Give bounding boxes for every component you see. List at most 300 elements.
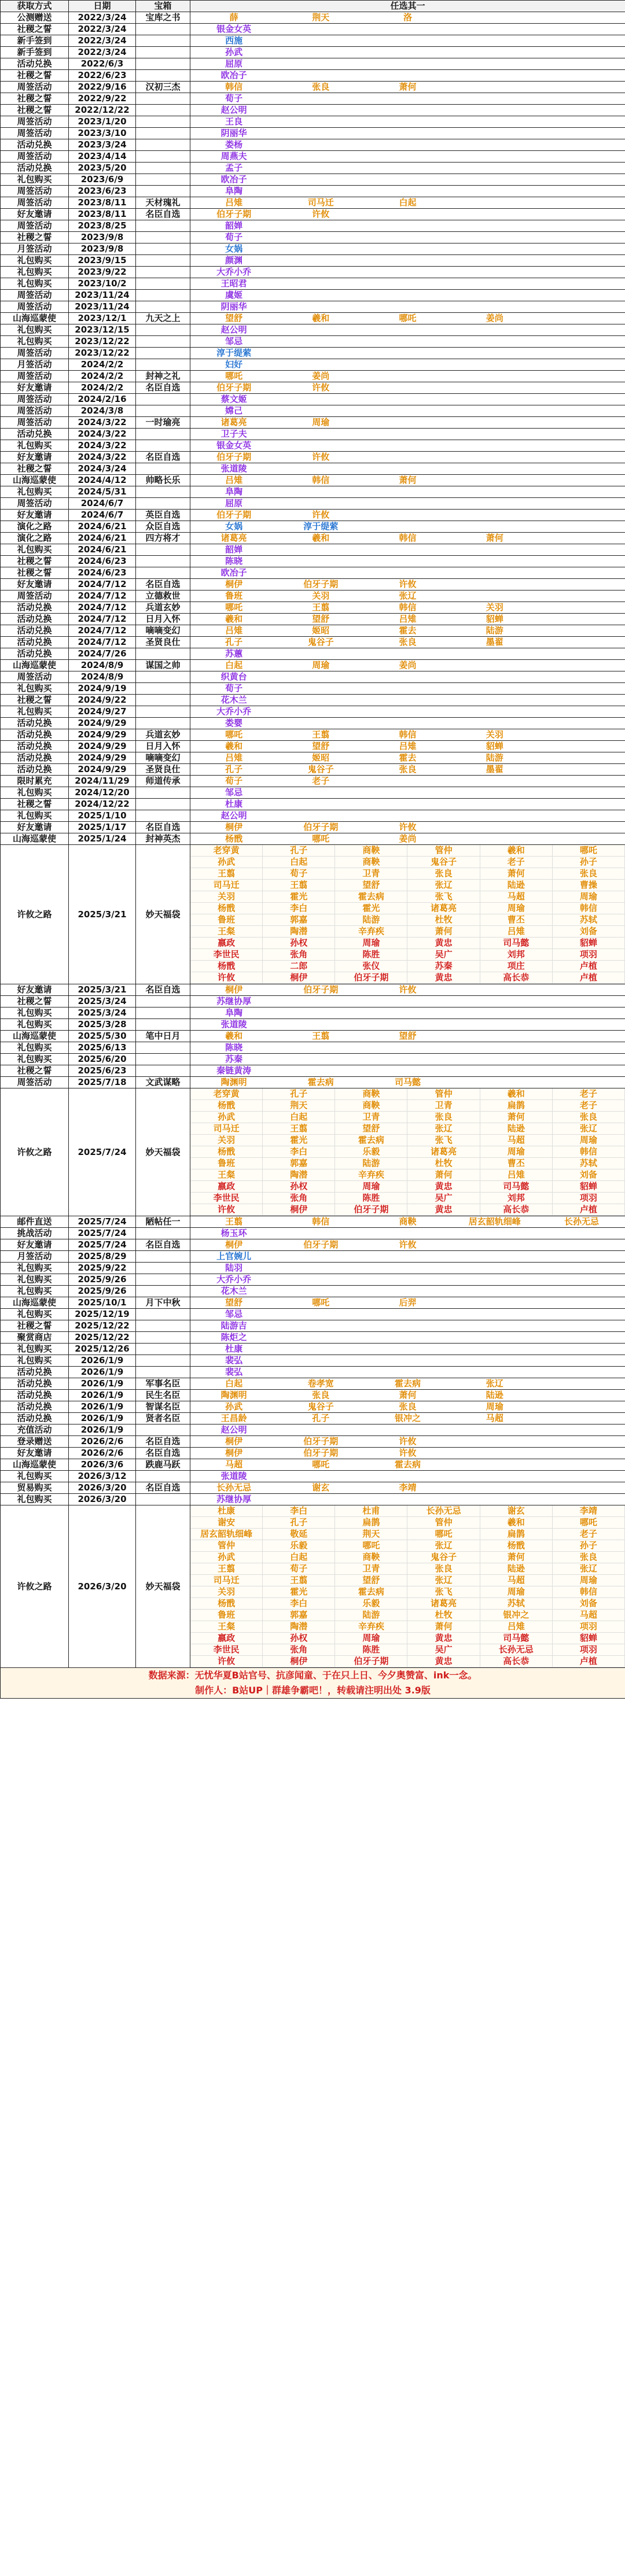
table-row [1, 394, 625, 405]
choice-cell [190, 463, 625, 475]
hero-name: 卫青 [335, 1112, 407, 1123]
hero-name: 项羽 [553, 949, 625, 961]
hero-name: 白起 [263, 857, 335, 868]
hero-name: 张良 [312, 82, 330, 92]
box-cell [136, 1274, 190, 1286]
choice-cell [190, 556, 625, 567]
table-row [1, 567, 625, 579]
source-cell: 社稷之誓 [1, 695, 69, 706]
choice-list [190, 336, 625, 347]
date-cell: 2023/6/23 [69, 186, 136, 197]
box-cell: 天材瑰礼 [136, 197, 190, 209]
hero-name: 周瑜 [335, 938, 407, 949]
hero-name: 银金女英 [216, 24, 252, 34]
box-cell [136, 1065, 190, 1077]
choice-list [190, 82, 625, 93]
box-cell [136, 24, 190, 35]
choice-cell [190, 359, 625, 371]
table-row [1, 301, 625, 313]
source-cell: 礼包购买 [1, 1309, 69, 1320]
box-cell: 封神英杰 [136, 833, 190, 845]
hero-name: 王翦 [190, 1563, 263, 1575]
hero-name: 李靖 [553, 1505, 625, 1517]
hero-name: 伯牙子期 [216, 452, 252, 462]
date-cell: 2024/7/12 [69, 602, 136, 614]
source-cell: 礼包购买 [1, 1494, 69, 1505]
footer-note [1, 1668, 625, 1699]
hero-name: 孙武 [190, 857, 263, 868]
hero-name: 吕雉 [225, 752, 243, 763]
hero-name: 姜尚 [486, 313, 503, 323]
box-cell: 妙天福袋 [136, 1505, 190, 1668]
source-cell: 礼包购买 [1, 1355, 69, 1367]
source-cell: 社稷之誓 [1, 24, 69, 35]
hero-name: 望舒 [225, 313, 243, 323]
footer-sources: 数据来源：无忧华夏B站官号、抗彦闻童、于在只上日、今夕奥赞富、ink一念。 [148, 1670, 477, 1681]
box-cell: 名臣自选 [136, 984, 190, 996]
hero-name: 望舒 [335, 1123, 407, 1135]
hero-name: 陶渊明 [220, 1077, 247, 1087]
source-cell: 许攸之路 [1, 1088, 69, 1216]
date-cell: 2025/3/24 [69, 996, 136, 1007]
choice-cell [190, 741, 625, 752]
source-cell: 周签活动 [1, 394, 69, 405]
choice-cell [190, 47, 625, 58]
choice-list [190, 1413, 625, 1424]
hero-name: 周瑜 [480, 1586, 553, 1598]
hero-name: 白起 [263, 1552, 335, 1563]
box-cell [136, 787, 190, 799]
choice-list [190, 1459, 625, 1470]
choice-list [190, 382, 625, 393]
source-cell: 礼包购买 [1, 1263, 69, 1274]
date-cell: 2024/9/19 [69, 683, 136, 695]
date-cell: 2025/12/26 [69, 1344, 136, 1355]
choice-list [190, 394, 625, 405]
hero-name: 郭嘉 [263, 1158, 335, 1169]
hero-name: 张良 [407, 1563, 480, 1575]
hero-name: 商鞅 [335, 857, 407, 868]
hero-name: 敬延 [263, 1529, 335, 1540]
hero-name: 张良 [553, 1112, 625, 1123]
header-source: 获取方式 [1, 1, 69, 12]
hero-name: 商鞅 [335, 845, 407, 857]
box-cell [136, 58, 190, 70]
choice-grid [190, 1505, 625, 1667]
hero-name: 韩信 [553, 1586, 625, 1598]
hero-name: 辛弃疾 [335, 1621, 407, 1633]
hero-name: 诸葛亮 [220, 417, 247, 427]
choice-cell [190, 290, 625, 301]
source-cell: 活动兑换 [1, 1378, 69, 1390]
hero-name: 后羿 [399, 1297, 417, 1308]
table-row [1, 232, 625, 243]
hero-name: 张道陵 [220, 463, 247, 474]
choice-cell [190, 533, 625, 544]
choice-list [190, 348, 625, 359]
box-cell: 帅略长乐 [136, 475, 190, 486]
hero-name: 荀子 [225, 93, 243, 104]
source-cell: 好友邀请 [1, 579, 69, 591]
choice-list [190, 371, 625, 382]
hero-name: 张辽 [407, 1123, 480, 1135]
table-row [1, 1424, 625, 1436]
date-cell: 2026/1/9 [69, 1401, 136, 1413]
hero-name: 白起 [225, 660, 243, 670]
source-cell: 周签活动 [1, 197, 69, 209]
hero-name: 郭嘉 [263, 914, 335, 926]
hero-name: 高长恭 [480, 1656, 553, 1667]
choice-list [190, 1390, 625, 1401]
table-row [1, 290, 625, 301]
hero-name: 伯牙子期 [216, 382, 252, 393]
choice-cell [190, 394, 625, 405]
hero-name: 裴弘 [225, 1367, 243, 1377]
hero-name: 谢玄 [312, 1482, 330, 1493]
hero-name: 鲁班 [190, 1610, 263, 1621]
hero-name: 吕雉 [225, 197, 243, 208]
choice-list [190, 810, 625, 821]
date-cell: 2023/1/20 [69, 116, 136, 128]
date-cell: 2025/10/1 [69, 1297, 136, 1309]
box-cell: 智谋名臣 [136, 1401, 190, 1413]
choice-list [190, 105, 625, 116]
hero-name: 赵公明 [220, 105, 247, 115]
source-cell: 周签活动 [1, 591, 69, 602]
date-cell: 2024/9/29 [69, 729, 136, 741]
hero-name: 银冲之 [480, 1610, 553, 1621]
hero-name: 荀子 [225, 232, 243, 242]
hero-name: 许攸 [190, 972, 263, 984]
table-row [1, 243, 625, 255]
choice-list [190, 695, 625, 706]
hero-name: 高长恭 [480, 972, 553, 984]
table-row [1, 186, 625, 197]
box-cell: 名臣自选 [136, 1436, 190, 1448]
choice-cell [190, 24, 625, 35]
hero-name: 荀子 [263, 868, 335, 880]
hero-name: 貂蝉 [553, 1633, 625, 1644]
table-row [1, 220, 625, 232]
date-cell: 2023/5/20 [69, 163, 136, 174]
table-row [1, 336, 625, 348]
hero-name: 桐伊 [225, 579, 243, 589]
hero-name: 扁鹊 [480, 1100, 553, 1112]
choice-list [190, 24, 625, 35]
table-row [1, 1274, 625, 1286]
choice-list [190, 1471, 625, 1482]
box-cell: 英臣自选 [136, 510, 190, 521]
hero-name: 陆游 [335, 914, 407, 926]
table-footer [1, 1668, 625, 1699]
source-cell: 社稷之誓 [1, 105, 69, 116]
footer-author: 制作人：B站UP｜群雄争霸吧！，转载请注明出处 3.9版 [195, 1685, 431, 1696]
choice-list [190, 1401, 625, 1412]
hero-name: 刘邦 [480, 1193, 553, 1204]
choice-cell [190, 521, 625, 533]
choice-cell [190, 232, 625, 243]
box-cell [136, 35, 190, 47]
hero-name: 吕雉 [480, 1169, 553, 1181]
choice-list [190, 313, 625, 324]
date-cell: 2023/8/11 [69, 197, 136, 209]
choice-cell [190, 660, 625, 671]
source-cell: 新手签到 [1, 35, 69, 47]
source-cell: 礼包购买 [1, 1054, 69, 1065]
hero-name: 杜康 [190, 1505, 263, 1517]
hero-name: 张飞 [407, 1135, 480, 1146]
source-cell: 好友邀请 [1, 984, 69, 996]
hero-name: 屈原 [225, 58, 243, 69]
source-cell: 社稷之誓 [1, 556, 69, 567]
hero-name: 王粲 [190, 1621, 263, 1633]
box-cell: 名臣自选 [136, 452, 190, 463]
hero-name: 周瑜 [312, 660, 330, 670]
table-row [1, 1286, 625, 1297]
hero-name: 管仲 [407, 845, 480, 857]
source-cell: 社稷之誓 [1, 1065, 69, 1077]
box-cell [136, 648, 190, 660]
choice-list [190, 683, 625, 694]
date-cell: 2024/6/21 [69, 533, 136, 544]
hero-name: 望舒 [312, 741, 330, 751]
source-cell: 好友邀请 [1, 209, 69, 220]
hero-name: 鬼谷子 [307, 1401, 334, 1412]
date-cell: 2023/11/24 [69, 301, 136, 313]
box-cell: 名臣自选 [136, 1239, 190, 1251]
choice-list [190, 417, 625, 428]
hero-name: 屈原 [225, 498, 243, 508]
source-cell: 礼包购买 [1, 1286, 69, 1297]
date-cell: 2026/2/6 [69, 1436, 136, 1448]
date-cell: 2022/3/24 [69, 24, 136, 35]
table-row [1, 209, 625, 220]
choice-list [190, 1042, 625, 1053]
source-cell: 礼包购买 [1, 683, 69, 695]
date-cell: 2023/12/22 [69, 336, 136, 348]
choice-cell [190, 440, 625, 452]
source-cell: 礼包购买 [1, 810, 69, 822]
choice-cell [190, 417, 625, 429]
table-row [1, 1065, 625, 1077]
hero-name: 霍去病 [394, 1378, 421, 1389]
choice-cell [190, 718, 625, 729]
hero-name: 韩信 [553, 1146, 625, 1158]
hero-name: 羲和 [480, 1088, 553, 1100]
hero-name: 卢植 [553, 1204, 625, 1216]
choice-cell [190, 1297, 625, 1309]
hero-name: 吴广 [407, 1193, 480, 1204]
choice-cell [190, 371, 625, 382]
choice-cell [190, 787, 625, 799]
hero-name: 吴广 [407, 949, 480, 961]
table-row [1, 93, 625, 105]
hero-name: 鲁班 [190, 914, 263, 926]
hero-name: 娄杨 [225, 139, 243, 150]
hero-name: 许攸 [399, 984, 417, 995]
hero-name: 杨戬 [190, 1598, 263, 1610]
hero-name: 萧何 [480, 1112, 553, 1123]
hero-name: 银冲之 [394, 1413, 421, 1423]
hero-name: 伯牙子期 [303, 579, 339, 589]
date-cell: 2024/9/22 [69, 695, 136, 706]
hero-name: 关羽 [190, 1135, 263, 1146]
date-cell: 2024/7/12 [69, 579, 136, 591]
hero-name: 陶潜 [263, 1169, 335, 1181]
date-cell: 2025/9/26 [69, 1286, 136, 1297]
hero-name: 霍去病 [394, 1459, 421, 1470]
choice-cell [190, 1448, 625, 1459]
choice-cell [190, 243, 625, 255]
choice-list [190, 405, 625, 416]
table-row [1, 741, 625, 752]
hero-name: 高长恭 [480, 1204, 553, 1216]
box-cell [136, 1042, 190, 1054]
date-cell: 2024/9/29 [69, 752, 136, 764]
hero-name: 鲁班 [225, 591, 243, 601]
source-cell: 周签活动 [1, 371, 69, 382]
hero-name: 鬼谷子 [307, 764, 334, 774]
choice-cell [190, 139, 625, 151]
header-box: 宝箱 [136, 1, 190, 12]
table-row [1, 463, 625, 475]
hero-name: 张良 [553, 868, 625, 880]
hero-name: 哪吒 [335, 1540, 407, 1552]
source-cell: 好友邀请 [1, 822, 69, 833]
hero-name: 卢植 [553, 972, 625, 984]
date-cell: 2024/5/31 [69, 486, 136, 498]
hero-name: 居玄韶轨细峰 [468, 1216, 521, 1227]
hero-name: 墨翟 [486, 637, 503, 647]
source-cell: 礼包购买 [1, 324, 69, 336]
source-cell: 周签活动 [1, 116, 69, 128]
hero-name: 萧何 [486, 533, 503, 543]
source-cell: 周签活动 [1, 417, 69, 429]
table-row [1, 984, 625, 996]
table-row [1, 1482, 625, 1494]
hero-name: 黄忠 [407, 972, 480, 984]
choice-list [190, 35, 625, 46]
table-row [1, 1297, 625, 1309]
date-cell: 2024/6/23 [69, 567, 136, 579]
choice-list [190, 151, 625, 162]
box-cell: 妙天福袋 [136, 845, 190, 984]
hero-name: 司马迁 [190, 880, 263, 891]
table-row [1, 1378, 625, 1390]
hero-name: 羲和 [225, 614, 243, 624]
box-cell: 圣贤良仕 [136, 637, 190, 648]
hero-name: 苏轼 [553, 914, 625, 926]
date-cell: 2024/7/12 [69, 591, 136, 602]
choice-cell [190, 1251, 625, 1263]
choice-list [190, 1239, 625, 1250]
hero-name: 霍去 [399, 752, 417, 763]
hero-name: 孙武 [190, 1112, 263, 1123]
date-cell: 2023/10/2 [69, 278, 136, 290]
hero-name: 陆游 [335, 1610, 407, 1621]
source-cell: 社稷之誓 [1, 799, 69, 810]
choice-list [190, 128, 625, 139]
table-row [1, 1216, 625, 1228]
hero-name: 张角 [263, 1644, 335, 1656]
hero-name: 萧何 [399, 82, 417, 92]
box-cell [136, 1054, 190, 1065]
box-cell [136, 301, 190, 313]
hero-name: 乐毅 [335, 1598, 407, 1610]
choice-list [190, 1332, 625, 1343]
choice-list [190, 324, 625, 335]
hero-name: 萧何 [407, 926, 480, 938]
hero-name: 桐伊 [263, 1656, 335, 1667]
hero-name: 许攸 [399, 579, 417, 589]
choice-cell [190, 1077, 625, 1088]
source-cell: 活动兑换 [1, 139, 69, 151]
hero-name: 张良 [399, 1401, 417, 1412]
box-cell [136, 151, 190, 163]
table-row [1, 452, 625, 463]
hero-name: 卫青 [335, 1563, 407, 1575]
hero-name: 马超 [480, 1575, 553, 1586]
source-cell: 社稷之誓 [1, 93, 69, 105]
date-cell: 2025/7/24 [69, 1088, 136, 1216]
hero-name: 西施 [225, 35, 243, 46]
hero-name: 吕雉 [225, 475, 243, 485]
source-cell: 好友邀请 [1, 382, 69, 394]
table-row [1, 787, 625, 799]
choice-list [190, 58, 625, 69]
table-row [1, 1031, 625, 1042]
hero-name: 荀子 [225, 776, 243, 786]
hero-name: 桐伊 [225, 1239, 243, 1250]
hero-name: 霍去 [399, 625, 417, 636]
choice-list [190, 209, 625, 220]
hero-name: 伯牙子期 [335, 972, 407, 984]
choice-list [190, 1482, 625, 1493]
hero-name: 望舒 [312, 614, 330, 624]
box-cell [136, 671, 190, 683]
pool-row [1, 1505, 625, 1668]
source-cell: 礼包购买 [1, 440, 69, 452]
hero-name: 嬴政 [190, 938, 263, 949]
hero-name: 张辽 [553, 1123, 625, 1135]
choice-cell [190, 1239, 625, 1251]
box-cell [136, 128, 190, 139]
hero-name: 司马懿 [480, 1181, 553, 1193]
date-cell: 2024/3/22 [69, 452, 136, 463]
table-row [1, 752, 625, 764]
hero-name: 邹忌 [225, 336, 243, 346]
hero-name: 霍光 [263, 1586, 335, 1598]
hero-name: 赵公明 [220, 1424, 247, 1435]
hero-name: 霍去病 [335, 891, 407, 903]
box-cell: 封神之礼 [136, 371, 190, 382]
table-row [1, 822, 625, 833]
table-row [1, 440, 625, 452]
date-cell: 2026/3/6 [69, 1459, 136, 1471]
date-cell: 2024/2/2 [69, 371, 136, 382]
choice-cell [190, 1065, 625, 1077]
table-row [1, 579, 625, 591]
box-cell [136, 1007, 190, 1019]
hero-name: 霍去病 [307, 1077, 334, 1087]
hero-name: 妇好 [225, 359, 243, 370]
hero-name: 望舒 [335, 880, 407, 891]
hero-name: 李白 [263, 903, 335, 914]
source-cell: 山海巡蒙使 [1, 1297, 69, 1309]
hero-name: 卫子夫 [220, 429, 247, 439]
hero-name: 杨戬 [190, 961, 263, 972]
table-row [1, 776, 625, 787]
